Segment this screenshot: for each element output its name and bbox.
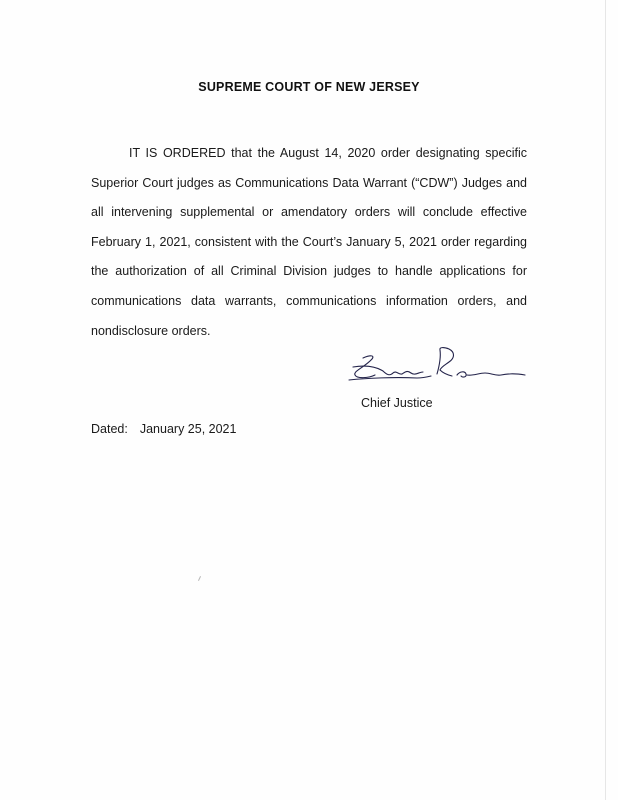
signature-title: Chief Justice [361,396,433,410]
dated-value: January 25, 2021 [139,422,237,436]
page-title: SUPREME COURT OF NEW JERSEY [198,80,420,94]
dated-line [91,422,236,436]
order-paragraph: IT IS ORDERED that the August 14, 2020 order designating specific Superior Court judges as Communications Data Warrant (“CDW”) Judges and all intervening supplemental or amendatory orders will conclude effective February 1, 2021, consistent with the Court’s January 5, 2021 order regarding the authorization of all Criminal Division judges to handle applications for communications data warrants, communications information orders, and nondisclosure orders. [91,146,527,338]
scan-edge-line [605,0,606,800]
chief-justice-signature [345,345,530,390]
dated-label: Dated: [91,422,128,436]
scan-speck [198,576,201,581]
